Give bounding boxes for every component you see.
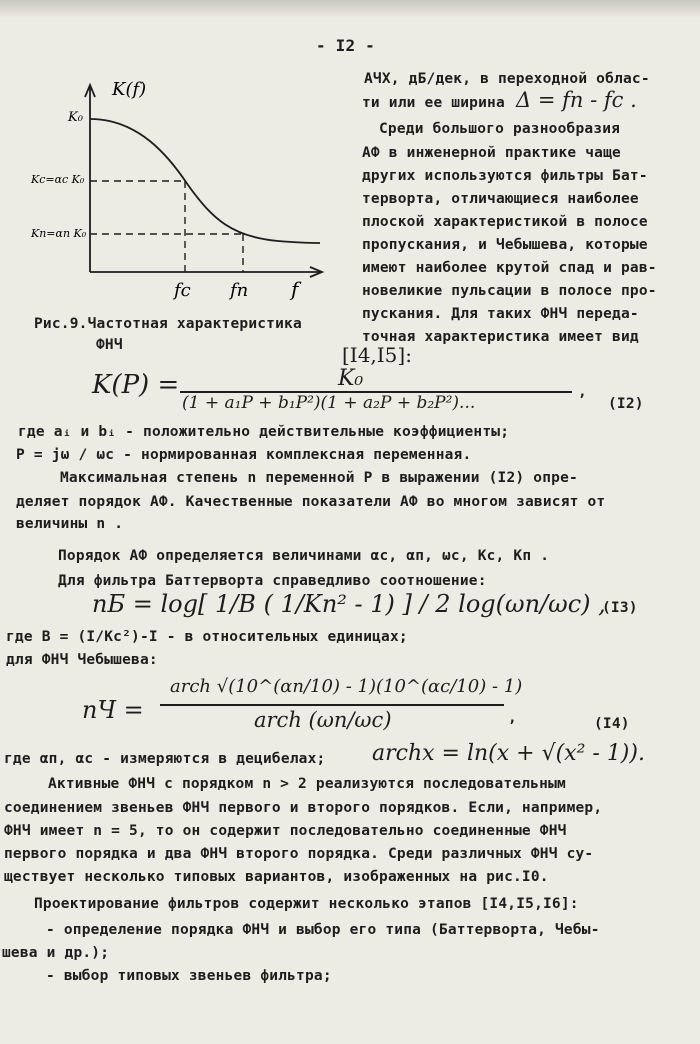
text-line: величины n . bbox=[16, 516, 124, 532]
eq14-numerator: arch √(10^(αп/10) - 1)(10^(αc/10) - 1) bbox=[170, 676, 523, 697]
eq12-comma: , bbox=[578, 384, 587, 400]
fc-label: fc bbox=[174, 280, 191, 301]
right-col-line: других используются фильтры Бат- bbox=[362, 168, 648, 184]
right-col-line: пускания. Для таких ФНЧ переда- bbox=[362, 306, 639, 322]
eq13-formula: nБ = log[ 1/B ( 1/Kп² - 1) ] / 2 log(ωп/ωc) , bbox=[92, 590, 606, 618]
text-line: деляет порядок АФ. Качественные показатели АФ во многом зависят от bbox=[16, 494, 606, 510]
f-label: f bbox=[291, 277, 299, 301]
right-col-line: имеют наиболее крутой спад и рав- bbox=[362, 260, 657, 276]
k0-label: K₀ bbox=[68, 110, 83, 125]
eq12-number: (I2) bbox=[608, 396, 644, 412]
right-col-line: [I4,I5]: bbox=[342, 343, 412, 367]
text-line: Проектирование фильтров содержит несколько этапов [I4,I5,I6]: bbox=[34, 896, 579, 912]
right-col-line: новеликие пульсации в полосе про- bbox=[362, 283, 657, 299]
text-line: где aᵢ и bᵢ - положительно действительные коэффициенты; bbox=[18, 424, 510, 440]
text-line: Активные ФНЧ с порядком n > 2 реализуются последовательным bbox=[48, 776, 566, 792]
text-line: Порядок АФ определяется величинами αc, αп, ωc, Kc, Kп . bbox=[58, 548, 550, 564]
text-line: соединением звеньев ФНЧ первого и второго порядков. Если, например, bbox=[4, 800, 603, 816]
figure-caption-line1: Рис.9.Частотная характеристика bbox=[34, 316, 302, 332]
right-col-line: точная характеристика имеет вид bbox=[362, 329, 639, 345]
width-formula: Δ = fп - fc . bbox=[516, 88, 637, 112]
right-col-line: терворта, отличающиеся наиболее bbox=[362, 191, 639, 207]
text-line: ществует несколько типовых вариантов, изображенных на рис.I0. bbox=[4, 869, 549, 885]
right-col-line: плоской характеристикой в полосе bbox=[362, 214, 648, 230]
eq13-number: (I3) bbox=[602, 600, 638, 616]
right-col-line: ти или ее ширина bbox=[362, 95, 505, 111]
text-line: ФНЧ имеет n = 5, то он содержит последовательно соединенные ФНЧ bbox=[4, 823, 567, 839]
text-line: шева и др.); bbox=[2, 945, 110, 961]
arch-formula: archx = ln(x + √(x² - 1)). bbox=[372, 741, 645, 766]
page-number: - I2 - bbox=[316, 36, 375, 55]
kc-label: Kc=αc K₀ bbox=[31, 173, 85, 186]
y-axis-label: K(f) bbox=[112, 79, 147, 100]
text-line: - определение порядка ФНЧ и выбор его типа (Баттерворта, Чебы- bbox=[46, 922, 600, 938]
text-line: - выбор типовых звеньев фильтра; bbox=[46, 968, 332, 984]
text-line: P = jω / ωc - нормированная комплексная переменная. bbox=[16, 447, 472, 463]
eq14-denominator: arch (ωп/ωc) bbox=[254, 708, 392, 732]
eq14-number: (I4) bbox=[594, 716, 630, 732]
text-line: Максимальная степень n переменной P в выражении (I2) опре- bbox=[60, 470, 578, 486]
eq12-lhs: K(P) = bbox=[92, 370, 180, 400]
eq14-comma: , bbox=[508, 710, 517, 726]
eq12-numerator: K₀ bbox=[338, 366, 364, 391]
fp-label: fп bbox=[230, 280, 249, 301]
eq12-denominator: (1 + a₁P + b₁P²)(1 + a₂P + b₂P²)... bbox=[182, 393, 476, 413]
text-line: первого порядка и два ФНЧ второго порядка. Среди различных ФНЧ су- bbox=[4, 846, 594, 862]
text-line: для ФНЧ Чебышева: bbox=[6, 652, 158, 668]
scan-top-shadow bbox=[0, 0, 700, 18]
text-line: где αп, αc - измеряются в децибелах; bbox=[4, 751, 326, 767]
right-col-line: АФ в инженерной практике чаще bbox=[362, 145, 621, 161]
eq14-lhs: nЧ = bbox=[82, 696, 144, 724]
eq14-fraction-bar bbox=[160, 704, 504, 706]
text-line: Для фильтра Баттерворта справедливо соотношение: bbox=[58, 573, 487, 589]
right-col-line: Среди большого разнообразия bbox=[379, 121, 621, 137]
text-line: где B = (I/Kc²)-I - в относительных единицах; bbox=[6, 629, 408, 645]
kp-label: Kп=αп K₀ bbox=[31, 227, 87, 240]
response-curve bbox=[90, 119, 320, 243]
figure-caption-line2: ФНЧ bbox=[96, 337, 123, 353]
frequency-response-figure bbox=[28, 75, 328, 305]
right-col-line: пропускания, и Чебышева, которые bbox=[362, 237, 648, 253]
right-col-line: АЧХ, дБ/дек, в переходной облас- bbox=[364, 71, 650, 87]
